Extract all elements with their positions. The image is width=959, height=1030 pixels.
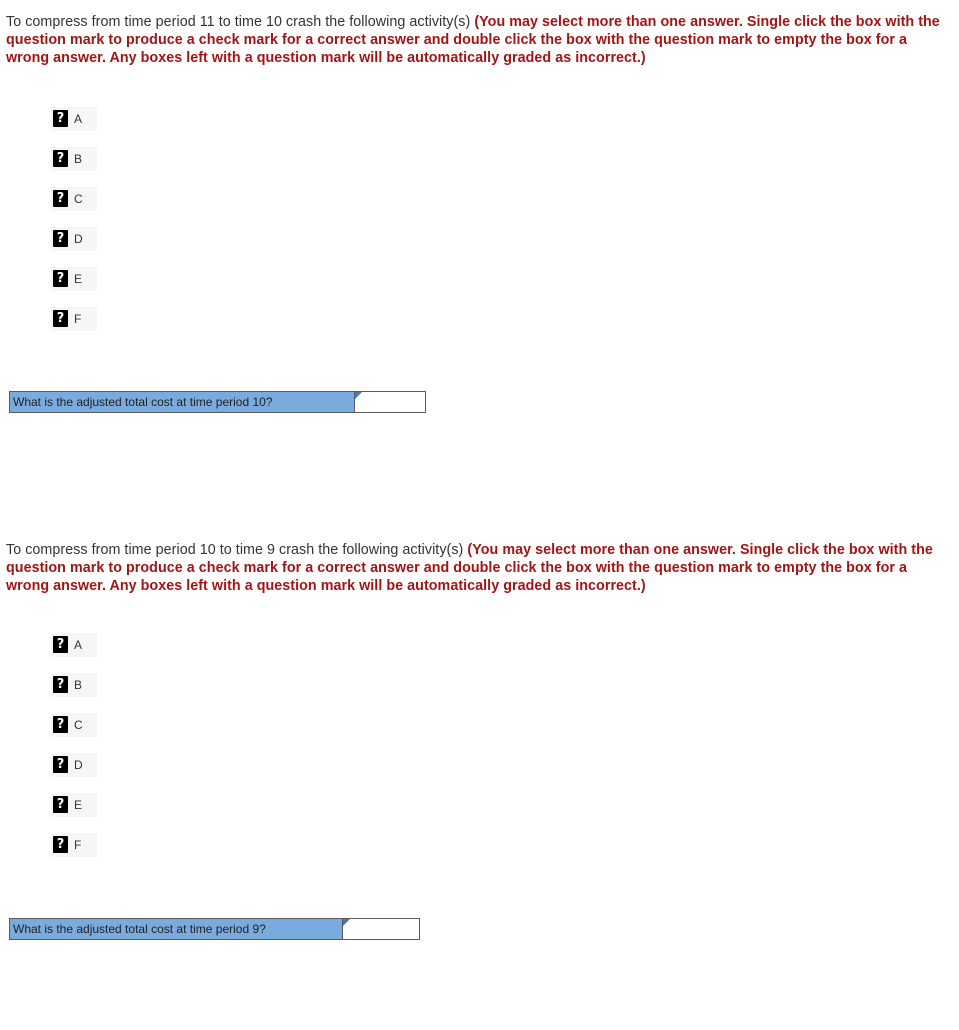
prompt-instructions: (You may select more than one answer. Single click the box with the question mark to produce a check mark for a correct answer and double click the box with the question mark to empty the box for a wrong answer. Any boxes left with a question mark will be automatically graded as incorrect.) <box>6 14 940 66</box>
prompt-text: To compress from time period 11 to time 10 crash the following activity(s) <box>6 14 471 30</box>
cost-input-period-10[interactable] <box>355 392 425 412</box>
cost-input-period-9[interactable] <box>343 919 419 939</box>
question-prompt <box>6 541 946 595</box>
cost-answer-row <box>9 391 426 413</box>
option-label: C <box>74 718 83 732</box>
option-b[interactable] <box>51 147 97 171</box>
option-label: B <box>74 152 83 166</box>
question-mark-icon[interactable]: ? <box>53 310 68 327</box>
option-e[interactable] <box>51 267 97 291</box>
option-label: B <box>74 678 83 692</box>
question-mark-icon[interactable]: ? <box>53 110 68 127</box>
option-label: A <box>74 638 83 652</box>
cost-question-label: What is the adjusted total cost at time period 9? <box>10 919 343 939</box>
option-f[interactable] <box>51 833 97 857</box>
option-f[interactable] <box>51 307 97 331</box>
option-b[interactable] <box>51 673 97 697</box>
question-prompt <box>6 13 946 67</box>
cost-answer-row <box>9 918 420 940</box>
option-label: C <box>74 192 83 206</box>
question-mark-icon[interactable]: ? <box>53 796 68 813</box>
option-label: E <box>74 272 83 286</box>
question-mark-icon[interactable]: ? <box>53 230 68 247</box>
question-mark-icon[interactable]: ? <box>53 636 68 653</box>
option-label: E <box>74 798 83 812</box>
option-d[interactable] <box>51 227 97 251</box>
option-label: F <box>74 312 82 326</box>
question-mark-icon[interactable]: ? <box>53 716 68 733</box>
question-mark-icon[interactable]: ? <box>53 756 68 773</box>
option-e[interactable] <box>51 793 97 817</box>
option-label: F <box>74 838 82 852</box>
option-a[interactable] <box>51 107 97 131</box>
option-label: D <box>74 758 83 772</box>
question-mark-icon[interactable]: ? <box>53 676 68 693</box>
option-a[interactable] <box>51 633 97 657</box>
question-mark-icon[interactable]: ? <box>53 836 68 853</box>
question-mark-icon[interactable]: ? <box>53 190 68 207</box>
question-mark-icon[interactable]: ? <box>53 270 68 287</box>
question-mark-icon[interactable]: ? <box>53 150 68 167</box>
option-d[interactable] <box>51 753 97 777</box>
option-label: A <box>74 112 83 126</box>
option-c[interactable] <box>51 713 97 737</box>
option-c[interactable] <box>51 187 97 211</box>
option-label: D <box>74 232 83 246</box>
cost-question-label: What is the adjusted total cost at time period 10? <box>10 392 355 412</box>
prompt-text: To compress from time period 10 to time 9 crash the following activity(s) <box>6 542 464 558</box>
prompt-instructions: (You may select more than one answer. Single click the box with the question mark to produce a check mark for a correct answer and double click the box with the question mark to empty the box for a wrong answer. Any boxes left with a question mark will be automatically graded as incorrect.) <box>6 542 933 594</box>
